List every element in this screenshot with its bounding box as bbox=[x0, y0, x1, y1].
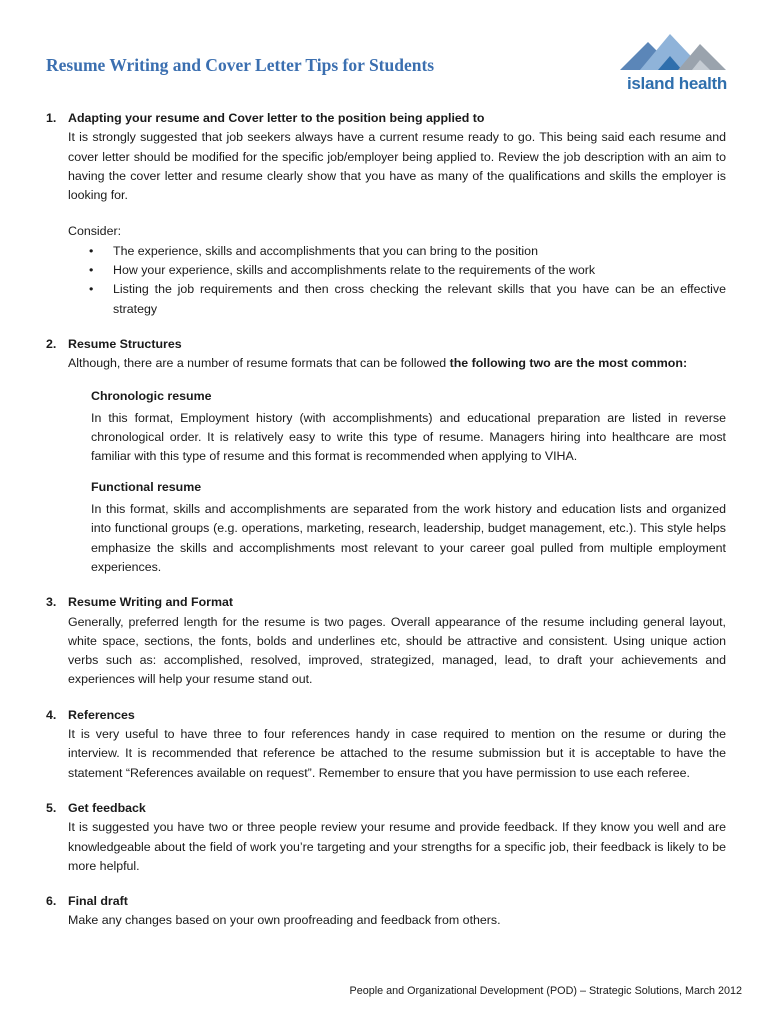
subsection-heading: Functional resume bbox=[91, 479, 202, 494]
section-heading: Get feedback bbox=[68, 800, 146, 815]
list-item: • How your experience, skills and accomplishments relate to the requirements of the work bbox=[68, 261, 726, 280]
bullet-icon: • bbox=[89, 282, 94, 297]
section-body: Generally, preferred length for the resume is two pages. Overall appearance of the resume including general layout, white space, sections, the fonts, bolds and underlines etc, should be attractive and consistent. Using unique action verbs such as: accomplished, resolved, improved, strategized, managed, lead, to draft your achievements and experiences will help your resume stand out. bbox=[68, 614, 726, 687]
section-body: It is strongly suggested that job seekers always have a current resume ready to go. This being said each resume and cover letter should be modified for the specific job/employer being applied to. Review the job description with an aim to having the cover letter and resume clearly show that you have as many of the qualifications and skills the employer is looking for. bbox=[68, 130, 726, 203]
document-body bbox=[46, 109, 726, 947]
section-intro-bold: the following two are the most common: bbox=[449, 356, 688, 371]
section-2 bbox=[46, 335, 726, 577]
logo-wordmark: island health bbox=[626, 74, 727, 93]
section-number: 3. bbox=[46, 595, 57, 610]
list-item: • Listing the job requirements and then cross checking the relevant skills that you have can be an effective strategy bbox=[89, 282, 726, 316]
section-heading: References bbox=[68, 707, 135, 722]
section-number: 4. bbox=[46, 707, 57, 722]
consider-list bbox=[68, 242, 726, 319]
consider-label: Consider: bbox=[68, 224, 122, 239]
bullet-icon: • bbox=[89, 243, 94, 258]
section-body: It is very useful to have three to four references handy in case required to mention on the resume or during the interview. It is recommended that reference be attached to the resume submission but it is acceptable to have the statement “References available on request”. Remember to ensure that you have permission to use each referee. bbox=[68, 727, 726, 780]
section-number: 6. bbox=[46, 894, 57, 909]
bullet-icon: • bbox=[89, 263, 94, 278]
section-number: 1. bbox=[46, 111, 57, 125]
section-heading: Final draft bbox=[68, 894, 128, 909]
section-3 bbox=[46, 593, 726, 689]
section-6 bbox=[46, 892, 726, 931]
section-1 bbox=[46, 109, 726, 319]
page-title: Resume Writing and Cover Letter Tips for Students bbox=[46, 55, 435, 75]
subsection-body: In this format, skills and accomplishments are separated from the work history and education lists and organized into functional groups (e.g. operations, marketing, research, leadership, budget management, etc.). This style helps emphasize the skills and accomplishments most relevant to your career goal pulled from multiple employment experiences. bbox=[91, 502, 726, 574]
section-heading: Adapting your resume and Cover letter to the position being applied to bbox=[68, 111, 485, 125]
page-footer: People and Organizational Development (POD) – Strategic Solutions, March 2012 bbox=[349, 985, 742, 997]
section-number: 5. bbox=[46, 800, 57, 815]
subsection-chronologic bbox=[68, 387, 726, 467]
mountain-logo-icon bbox=[618, 30, 730, 76]
section-body: Make any changes based on your own proofreading and feedback from others. bbox=[68, 913, 501, 928]
subsection-functional bbox=[68, 478, 726, 577]
section-number: 2. bbox=[46, 336, 57, 351]
list-item: • The experience, skills and accomplishments that you can bring to the position bbox=[68, 242, 726, 261]
section-intro: Although, there are a number of resume formats that can be followed the following two are the most common: bbox=[68, 356, 688, 371]
section-4 bbox=[46, 706, 726, 783]
subsection-heading: Chronologic resume bbox=[91, 388, 212, 403]
section-heading: Resume Structures bbox=[68, 336, 182, 351]
subsection-body: In this format, Employment history (with accomplishments) and educational preparation are listed in reverse chronological order. It is relatively easy to write this type of resume. Managers hiring into healthcare are most familiar with this type of resume and this format is recommended when applying to VIHA. bbox=[91, 410, 726, 464]
section-5 bbox=[46, 799, 726, 876]
section-body: It is suggested you have two or three people review your resume and provide feedback. If they know you well and are knowledgeable about the field of work you’re targeting and your strengths for a specific job, their feedback is likely to be more helpful. bbox=[68, 820, 726, 873]
island-health-logo bbox=[618, 30, 730, 100]
section-heading: Resume Writing and Format bbox=[68, 595, 233, 610]
